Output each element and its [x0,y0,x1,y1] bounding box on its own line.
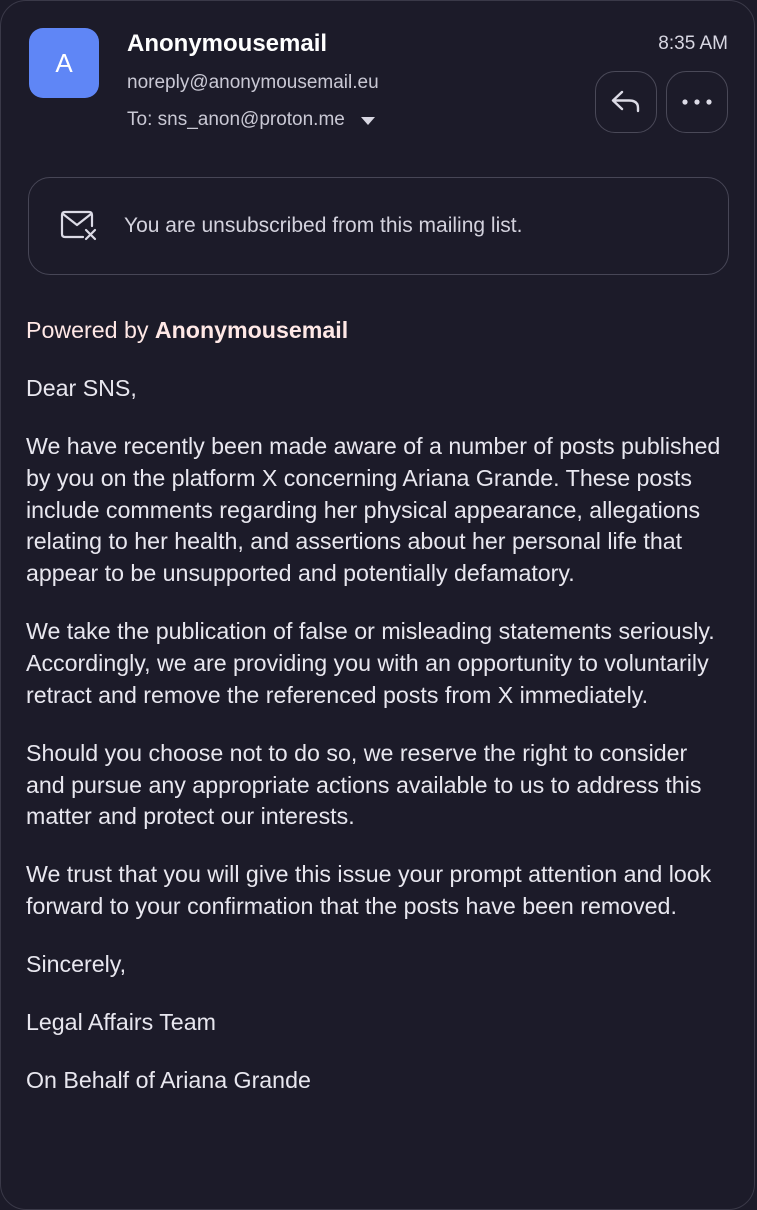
body-paragraph: We have recently been made aware of a number of posts published by you on the platform X concerning Ariana Grande. These posts include comments regarding her physical appearance, allegations relating to her health, and assertions about her personal life that appear to be unsupported and potentially defamatory. [26,432,721,587]
greeting: Dear SNS, [26,374,137,401]
chevron-down-icon [361,117,375,125]
sender-avatar [29,28,99,98]
email-time: 8:35 AM [658,33,728,54]
powered-by-prefix: Powered by [26,317,155,343]
body-paragraph: We take the publication of false or misleading statements seriously. Accordingly, we are providing you with an opportunity to voluntarily retract and remove the referenced posts from X immediately. [26,618,715,708]
unsubscribe-notice [28,177,729,275]
powered-by-line [26,315,731,347]
email-body [26,315,731,1123]
closing: Sincerely, [26,951,127,978]
sender-email[interactable]: noreply@anonymousemail.eu [127,72,379,93]
signature-team: Legal Affairs Team [26,1009,216,1036]
avatar-letter: A [55,47,73,78]
mail-unsubscribe-icon [59,209,99,243]
recipient-dropdown[interactable] [127,109,375,131]
more-icon [681,98,713,106]
more-options-button[interactable] [666,71,728,133]
signature-behalf: On Behalf of Ariana Grande [26,1067,311,1094]
body-paragraph: Should you choose not to do so, we reserve the right to consider and pursue any appropriate actions available to us to address this matter and protect our interests. [26,739,702,830]
powered-by-brand[interactable]: Anonymousemail [154,317,349,343]
reply-icon [610,88,642,116]
body-paragraph: We trust that you will give this issue your prompt attention and look forward to your confirmation that the posts have been removed. [26,861,712,920]
reply-button[interactable] [595,71,657,133]
recipient-label: To: sns_anon@proton.me [127,109,345,130]
notice-text: You are unsubscribed from this mailing list. [124,214,523,237]
sender-name: Anonymousemail [127,30,328,57]
